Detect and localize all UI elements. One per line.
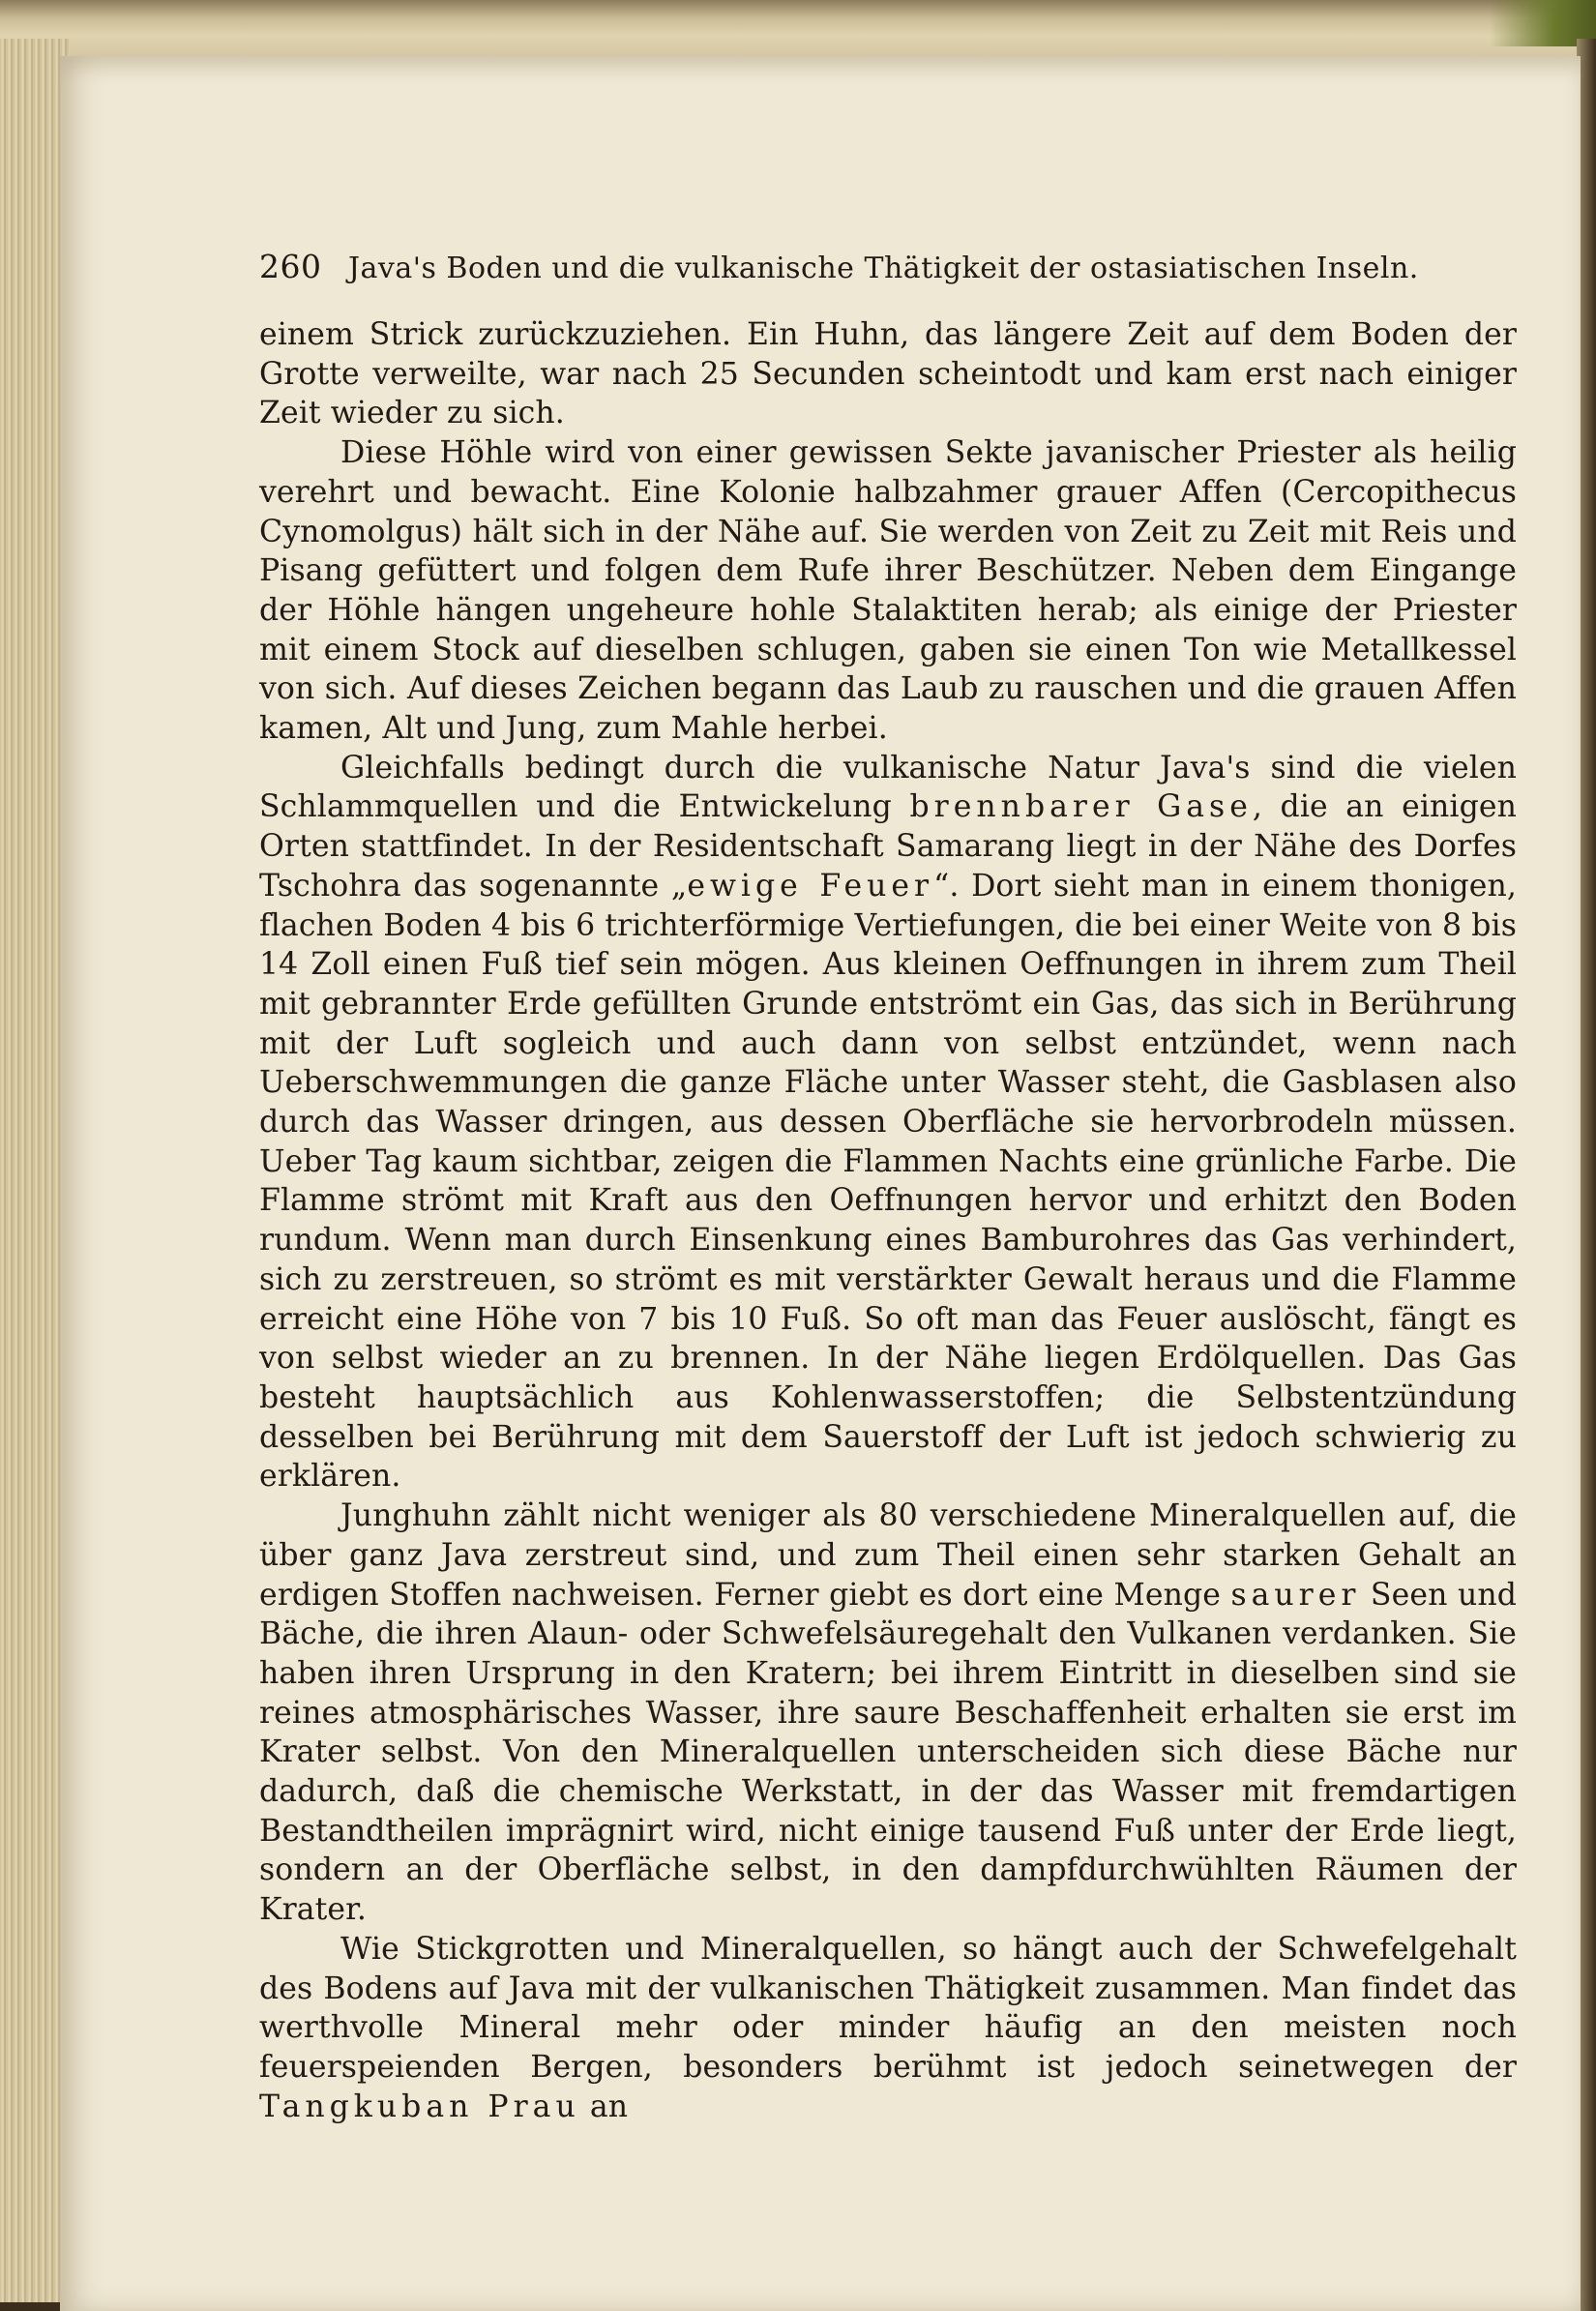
emphasized-text: saurer [1230,1577,1361,1613]
paragraph [259,1496,1517,1930]
body-text [259,315,1517,2126]
book-top-edge [0,0,1596,60]
page-header [259,248,1517,302]
emphasized-text: brennbarer Gase [909,789,1253,825]
page-content [259,248,1517,2126]
paragraph [259,749,1517,1496]
emphasized-text: ewige Feuer [687,868,934,904]
text-segment: Wie Stickgrotten und Mineralquellen, so hängt auch der Schwefelgehalt des Bodens auf Java mit der vulkanischen Thätigkeit zusammen. Man findet das werthvolle Mineral mehr oder minder häufig an den meisten noch feuerspeienden Bergen, besonders berühmt ist jedoch seinetwegen der [259,1931,1517,2085]
paragraph [259,315,1517,433]
page-number: 260 [259,248,322,285]
text-segment: einem Strick zurückzuziehen. Ein Huhn, das längere Zeit auf dem Boden der Grotte verweilte, war nach 25 Secunden scheintodt und kam erst nach einiger Zeit wieder zu sich. [259,317,1517,431]
paragraph [259,433,1517,749]
text-segment: Seen und Bäche, die ihren Alaun- oder Schwefelsäuregehalt den Vulkanen verdanken. Sie haben ihren Ursprung in den Kratern; bei ihrem Eintritt in dieselben sind sie reines atmosphärisches Wasser, ihre saure Beschaffenheit erhalten sie erst im Krater selbst. Von den Mineralquellen unterscheiden sich diese Bäche nur dadurch, daß die chemische Werkstatt, in der das Wasser mit fremdartigen Bestandtheilen imprägnirt wird, nicht einige tausend Fuß unter der Erde liegt, sondern an der Oberfläche selbst, in den dampfdurchwühlten Räumen der Krater. [259,1577,1517,1928]
text-segment: “. Dort sieht man in einem thonigen, flachen Boden 4 bis 6 trichterförmige Vertiefungen, die bei einer Weite von 8 bis 14 Zoll einen Fuß tief sein mögen. Aus kleinen Oeffnungen in ihrem zum Theil mit gebrannter Erde gefüllten Grunde entströmt ein Gas, das sich in Berührung mit der Luft sogleich und auch dann von selbst entzündet, wenn nach Ueberschwemmungen die ganze Fläche unter Wasser steht, die Gasblasen also durch das Wasser dringen, aus dessen Oberfläche sie hervorbrodeln müssen. Ueber Tag kaum sichtbar, zeigen die Flammen Nachts eine grünliche Farbe. Die Flamme strömt mit Kraft aus den Oeffnungen hervor und erhitzt den Boden rundum. Wenn man durch Einsenkung eines Bamburohres das Gas verhindert, sich zu zerstreuen, so strömt es mit verstärkter Gewalt heraus und die Flamme erreicht eine Höhe von 7 bis 10 Fuß. So oft man das Feuer auslöscht, fängt es von selbst wieder an zu brennen. In der Nähe liegen Erdölquellen. Das Gas besteht hauptsächlich aus Kohlenwasserstoffen; die Selbstentzündung desselben bei Berührung mit dem Sauerstoff der Luft ist jedoch schwierig zu erklären. [259,868,1518,1495]
text-segment: Junghuhn zählt nicht weniger als 80 verschiedene Mineralquellen auf, die über ganz Java zerstreut sind, und zum Theil einen sehr starken Gehalt an erdigen Stoffen nachweisen. Ferner giebt es dort eine Menge [259,1498,1517,1613]
running-head: Java's Boden und die vulkanische Thätigkeit der ostasiatischen Inseln. [348,252,1419,285]
text-segment: Diese Höhle wird von einer gewissen Sekte javanischer Priester als heilig verehrt und bewacht. Eine Kolonie halbzahmer grauer Affen (Cercopithecus Cynomolgus) hält sich in der Nähe auf. Sie werden von Zeit zu Zeit mit Reis und Pisang gefüttert und folgen dem Rufe ihrer Beschützer. Neben dem Eingange der Höhle hängen ungeheure hohle Stalaktiten herab; als einige der Priester mit einem Stock auf dieselben schlugen, gaben sie einen Ton wie Metallkessel von sich. Auf dieses Zeichen begann das Laub zu rauschen und die grauen Affen kamen, Alt und Jung, zum Mahle herbei. [259,435,1517,747]
text-segment: Gleichfalls bedingt durch die vulkanische Natur Java's sind die vielen Schlammquellen und die Entwickelung [259,750,1517,825]
emphasized-text: Tangkuban Prau [259,2089,580,2124]
paragraph [259,1930,1517,2127]
text-segment: , die an einigen Orten stattfindet. In der Residentschaft Samarang liegt in der Nähe des Dorfes Tschohra das sogenannte „ [259,789,1517,904]
text-segment: an [579,2089,629,2124]
